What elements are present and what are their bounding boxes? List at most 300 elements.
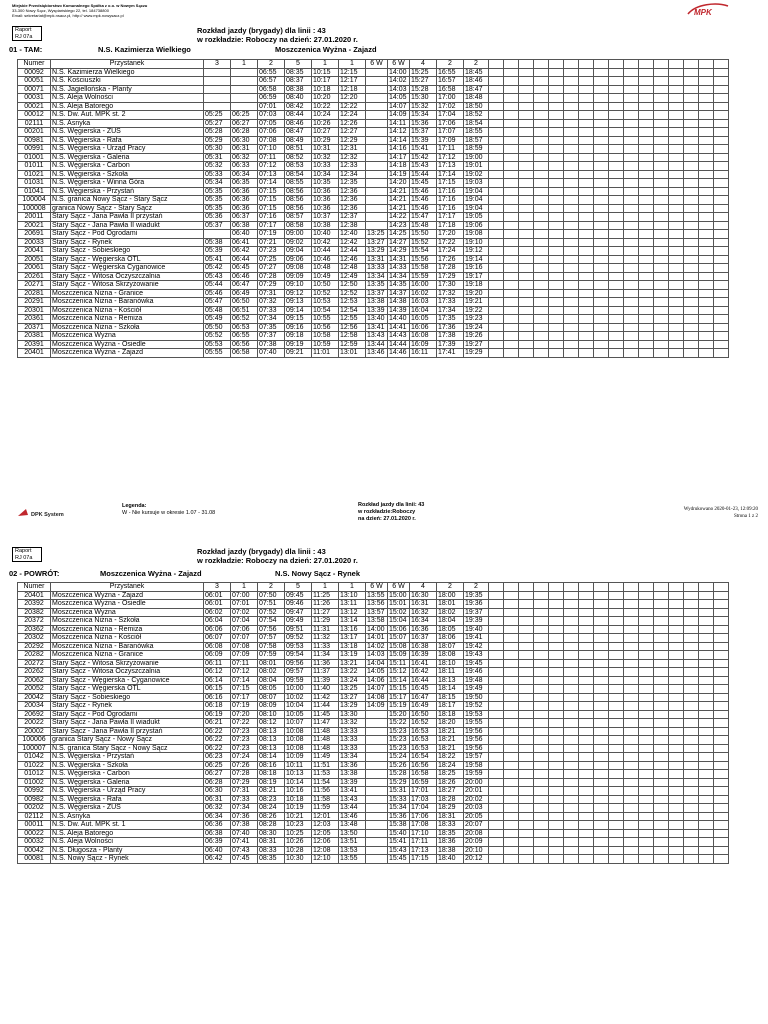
- empty-cell: [519, 600, 534, 609]
- departure-time: 15:41: [410, 145, 437, 154]
- departure-time: 06:08: [204, 642, 231, 651]
- departure-time: 14:25: [388, 230, 410, 239]
- empty-cell: [594, 128, 609, 137]
- departure-time: 12:46: [339, 255, 366, 264]
- empty-cell: [504, 812, 519, 821]
- empty-cell: [534, 710, 549, 719]
- empty-cell: [654, 651, 669, 660]
- empty-cell: [639, 761, 654, 770]
- empty-cell: [564, 778, 579, 787]
- stop-number: 100007: [18, 744, 51, 753]
- empty-cell: [639, 332, 654, 341]
- empty-cell: [684, 770, 699, 779]
- stop-number: 00022: [18, 829, 51, 838]
- empty-cell: [624, 821, 639, 830]
- empty-cell: [699, 693, 714, 702]
- departure-time: 17:28: [437, 264, 464, 273]
- departure-time: 05:47: [204, 298, 231, 307]
- empty-cell: [699, 608, 714, 617]
- departure-time: 07:29: [231, 778, 258, 787]
- departure-time: 10:25: [285, 829, 312, 838]
- departure-time: 08:51: [285, 145, 312, 154]
- empty-cell: [579, 85, 594, 94]
- table-row: [18, 812, 729, 821]
- departure-time: 10:23: [285, 821, 312, 830]
- departure-time: 10:18: [285, 795, 312, 804]
- empty-cell: [504, 829, 519, 838]
- empty-cell: [534, 736, 549, 745]
- departure-time: 18:05: [437, 625, 464, 634]
- stop-number: 20401: [18, 591, 51, 600]
- table-row: [18, 85, 729, 94]
- departure-time: 11:33: [312, 642, 339, 651]
- stop-number: 20262: [18, 668, 51, 677]
- empty-header-cell: [714, 583, 729, 592]
- stop-number: 01002: [18, 778, 51, 787]
- empty-cell: [624, 795, 639, 804]
- empty-cell: [519, 702, 534, 711]
- departure-time: 13:33: [366, 264, 388, 273]
- col-header-przystanek: Przystanek: [51, 60, 204, 69]
- empty-cell: [609, 812, 624, 821]
- departure-time: 11:34: [312, 651, 339, 660]
- table-row: [18, 651, 729, 660]
- empty-header-cell: [684, 60, 699, 69]
- empty-cell: [684, 829, 699, 838]
- empty-cell: [684, 719, 699, 728]
- stop-number: 00081: [18, 855, 51, 864]
- stop-name: Stary Sącz - Sobieskiego: [51, 247, 204, 256]
- departure-time: 11:27: [312, 608, 339, 617]
- empty-cell: [639, 85, 654, 94]
- empty-cell: [504, 744, 519, 753]
- departure-time: 13:38: [366, 298, 388, 307]
- empty-header-cell: [594, 583, 609, 592]
- empty-header-cell: [549, 60, 564, 69]
- empty-cell: [639, 651, 654, 660]
- stop-name: N.S. Węgierska - Szkoła: [51, 170, 204, 179]
- departure-time: 15:48: [410, 221, 437, 230]
- direction-from-stop: N.S. Kazimierza Wielkiego: [98, 45, 191, 54]
- departure-time: 10:31: [312, 145, 339, 154]
- empty-cell: [549, 315, 564, 324]
- empty-header-cell: [639, 583, 654, 592]
- departure-time: 19:04: [464, 187, 489, 196]
- empty-cell: [624, 264, 639, 273]
- empty-cell: [669, 804, 684, 813]
- departure-time: 13:21: [339, 659, 366, 668]
- departure-time: 06:30: [231, 136, 258, 145]
- empty-cell: [684, 128, 699, 137]
- empty-cell: [519, 264, 534, 273]
- stop-name: Moszczenica Niżna - Baranówka: [51, 298, 204, 307]
- departure-time: 07:23: [231, 744, 258, 753]
- departure-time: 11:25: [312, 591, 339, 600]
- empty-cell: [534, 247, 549, 256]
- empty-cell: [504, 591, 519, 600]
- empty-cell: [549, 651, 564, 660]
- departure-time: 05:43: [204, 272, 231, 281]
- departure-time: 06:01: [204, 600, 231, 609]
- empty-cell: [609, 281, 624, 290]
- stop-name: N.S. Długosza - Planty: [51, 846, 204, 855]
- departure-time: 17:01: [410, 787, 437, 796]
- empty-cell: [699, 651, 714, 660]
- empty-cell: [654, 264, 669, 273]
- departure-time: 17:11: [410, 838, 437, 847]
- table-row: [18, 204, 729, 213]
- empty-cell: [609, 85, 624, 94]
- empty-cell: [624, 196, 639, 205]
- empty-cell: [654, 778, 669, 787]
- empty-cell: [519, 153, 534, 162]
- empty-cell: [549, 238, 564, 247]
- empty-cell: [669, 617, 684, 626]
- departure-time: 16:47: [410, 693, 437, 702]
- stop-name: Moszczenica Niżna - Baranówka: [51, 642, 204, 651]
- departure-time: 13:44: [339, 804, 366, 813]
- stop-name: N.S. Węgierska - ZUS: [51, 804, 204, 813]
- empty-cell: [684, 162, 699, 171]
- table-row: [18, 196, 729, 205]
- stop-number: 20281: [18, 289, 51, 298]
- empty-cell: [579, 162, 594, 171]
- empty-cell: [549, 778, 564, 787]
- departure-time: 06:23: [204, 753, 231, 762]
- departure-time: 10:53: [312, 298, 339, 307]
- empty-cell: [564, 812, 579, 821]
- departure-time: 06:18: [204, 702, 231, 711]
- direction-to-stop-2: N.S. Nowy Sącz - Rynek: [275, 569, 361, 578]
- empty-cell: [519, 111, 534, 120]
- departure-time: 13:35: [366, 281, 388, 290]
- departure-time: 19:50: [464, 693, 489, 702]
- departure-time: 14:37: [388, 289, 410, 298]
- departure-time: 13:27: [339, 693, 366, 702]
- empty-cell: [699, 94, 714, 103]
- empty-cell: [504, 787, 519, 796]
- empty-cell: [609, 855, 624, 864]
- empty-cell: [684, 855, 699, 864]
- empty-cell: [714, 591, 729, 600]
- departure-time: 18:36: [437, 838, 464, 847]
- departure-time: 18:38: [437, 846, 464, 855]
- empty-cell: [639, 340, 654, 349]
- departure-time: 20:05: [464, 812, 489, 821]
- empty-cell: [504, 685, 519, 694]
- table-row: [18, 634, 729, 643]
- empty-cell: [654, 315, 669, 324]
- empty-cell: [699, 153, 714, 162]
- departure-time: 14:20: [388, 179, 410, 188]
- timetable-direction-1: [17, 59, 729, 358]
- empty-cell: [504, 298, 519, 307]
- departure-time: 15:02: [388, 608, 410, 617]
- empty-cell: [504, 77, 519, 86]
- empty-cell: [594, 846, 609, 855]
- empty-cell: [639, 272, 654, 281]
- empty-cell: [654, 128, 669, 137]
- empty-cell: [639, 702, 654, 711]
- empty-cell: [639, 693, 654, 702]
- departure-time: 13:43: [339, 795, 366, 804]
- departure-time: 16:56: [410, 761, 437, 770]
- empty-cell: [639, 255, 654, 264]
- departure-time: 17:26: [437, 255, 464, 264]
- print-info: [684, 506, 758, 520]
- empty-cell: [564, 145, 579, 154]
- departure-time: 16:54: [410, 753, 437, 762]
- departure-time: 06:27: [204, 770, 231, 779]
- empty-cell: [654, 119, 669, 128]
- empty-cell: [504, 659, 519, 668]
- empty-cell: [519, 213, 534, 222]
- table-row: [18, 659, 729, 668]
- departure-time: 15:28: [388, 770, 410, 779]
- empty-cell: [549, 838, 564, 847]
- departure-time: 19:53: [464, 710, 489, 719]
- empty-cell: [579, 625, 594, 634]
- stop-name: N.S. Węgierska - Galeria: [51, 153, 204, 162]
- empty-cell: [519, 727, 534, 736]
- departure-time: 19:02: [464, 170, 489, 179]
- empty-cell: [654, 68, 669, 77]
- empty-cell: [504, 727, 519, 736]
- departure-time: 10:20: [312, 94, 339, 103]
- departure-time: 13:55: [366, 591, 388, 600]
- empty-cell: [624, 702, 639, 711]
- stop-number: 00032: [18, 838, 51, 847]
- empty-cell: [699, 77, 714, 86]
- departure-time: 08:04: [258, 676, 285, 685]
- empty-cell: [549, 804, 564, 813]
- empty-cell: [639, 778, 654, 787]
- empty-cell: [654, 761, 669, 770]
- empty-cell: [519, 795, 534, 804]
- table-row: [18, 298, 729, 307]
- stop-name: N.S. Aleja Batorego: [51, 102, 204, 111]
- empty-cell: [534, 196, 549, 205]
- departure-time: 18:13: [437, 676, 464, 685]
- departure-time: 12:18: [339, 85, 366, 94]
- stop-name: Moszczenica Wyżna: [51, 332, 204, 341]
- direction-to-stop: Moszczenica Wyżna - Zajazd: [275, 45, 377, 54]
- departure-time: 13:32: [339, 719, 366, 728]
- empty-cell: [579, 68, 594, 77]
- stop-number: 00992: [18, 787, 51, 796]
- departure-time: 15:46: [410, 196, 437, 205]
- empty-cell: [714, 651, 729, 660]
- empty-cell: [519, 855, 534, 864]
- empty-cell: [504, 264, 519, 273]
- empty-cell: [684, 179, 699, 188]
- empty-cell: [669, 659, 684, 668]
- empty-cell: [579, 795, 594, 804]
- empty-cell: [594, 306, 609, 315]
- empty-cell: [684, 170, 699, 179]
- departure-time: 08:35: [285, 68, 312, 77]
- departure-time: 18:02: [437, 608, 464, 617]
- empty-cell: [699, 272, 714, 281]
- empty-cell: [564, 804, 579, 813]
- departure-time: 09:06: [285, 255, 312, 264]
- empty-cell: [699, 298, 714, 307]
- empty-cell: [534, 634, 549, 643]
- departure-time: 09:02: [285, 238, 312, 247]
- departure-time: 13:19: [339, 651, 366, 660]
- empty-cell: [639, 306, 654, 315]
- empty-cell: [669, 94, 684, 103]
- empty-cell: [549, 94, 564, 103]
- empty-cell: [684, 119, 699, 128]
- departure-time: 17:33: [437, 298, 464, 307]
- empty-cell: [654, 349, 669, 358]
- empty-cell: [609, 600, 624, 609]
- empty-cell: [699, 642, 714, 651]
- departure-time: 07:08: [231, 642, 258, 651]
- departure-time: 10:35: [312, 179, 339, 188]
- departure-time: 05:28: [204, 128, 231, 137]
- departure-time: 16:03: [410, 298, 437, 307]
- departure-time: 18:11: [437, 668, 464, 677]
- empty-cell: [564, 187, 579, 196]
- departure-time: 15:27: [410, 77, 437, 86]
- empty-cell: [564, 213, 579, 222]
- departure-time: 07:16: [258, 213, 285, 222]
- empty-cell: [534, 753, 549, 762]
- empty-cell: [504, 625, 519, 634]
- departure-time: 11:56: [312, 787, 339, 796]
- departure-time: 05:44: [204, 281, 231, 290]
- empty-cell: [489, 821, 504, 830]
- departure-time: 05:53: [204, 340, 231, 349]
- empty-cell: [549, 693, 564, 702]
- departure-time: 15:37: [410, 128, 437, 137]
- departure-time: 07:34: [231, 804, 258, 813]
- empty-cell: [519, 187, 534, 196]
- empty-cell: [714, 702, 729, 711]
- empty-cell: [534, 230, 549, 239]
- empty-cell: [489, 761, 504, 770]
- empty-cell: [504, 85, 519, 94]
- empty-cell: [609, 702, 624, 711]
- timetable-direction-2: [17, 582, 729, 864]
- empty-cell: [519, 281, 534, 290]
- departure-time: 10:55: [312, 315, 339, 324]
- empty-cell: [549, 145, 564, 154]
- empty-cell: [654, 617, 669, 626]
- empty-cell: [669, 838, 684, 847]
- departure-time: 10:00: [285, 685, 312, 694]
- departure-time: 10:42: [312, 238, 339, 247]
- stop-name: Stary Sącz - Rynek: [51, 702, 204, 711]
- departure-time: 06:57: [258, 77, 285, 86]
- departure-time: 06:02: [204, 608, 231, 617]
- empty-cell: [624, 68, 639, 77]
- empty-cell: [714, 340, 729, 349]
- empty-header-cell: [549, 583, 564, 592]
- departure-time: 10:50: [312, 281, 339, 290]
- empty-cell: [684, 255, 699, 264]
- table-row: [18, 170, 729, 179]
- departure-time: [204, 102, 231, 111]
- departure-time: 09:08: [285, 264, 312, 273]
- empty-cell: [714, 744, 729, 753]
- empty-cell: [579, 204, 594, 213]
- departure-time: 14:41: [388, 323, 410, 332]
- empty-cell: [609, 264, 624, 273]
- empty-cell: [609, 736, 624, 745]
- departure-time: 17:36: [437, 323, 464, 332]
- empty-cell: [519, 804, 534, 813]
- empty-cell: [639, 238, 654, 247]
- empty-cell: [669, 778, 684, 787]
- empty-cell: [579, 145, 594, 154]
- departure-time: 15:36: [388, 812, 410, 821]
- empty-cell: [669, 332, 684, 341]
- empty-cell: [519, 306, 534, 315]
- empty-cell: [669, 119, 684, 128]
- empty-cell: [579, 753, 594, 762]
- empty-cell: [519, 136, 534, 145]
- stop-number: 00042: [18, 846, 51, 855]
- departure-time: 07:32: [258, 298, 285, 307]
- stop-number: 00051: [18, 77, 51, 86]
- empty-cell: [699, 685, 714, 694]
- table-row: [18, 668, 729, 677]
- departure-time: 18:47: [464, 85, 489, 94]
- empty-cell: [579, 213, 594, 222]
- departure-time: 17:29: [437, 272, 464, 281]
- empty-cell: [699, 306, 714, 315]
- empty-cell: [699, 196, 714, 205]
- empty-cell: [714, 272, 729, 281]
- empty-cell: [699, 821, 714, 830]
- departure-time: [231, 68, 258, 77]
- empty-cell: [579, 289, 594, 298]
- empty-cell: [684, 642, 699, 651]
- empty-cell: [699, 315, 714, 324]
- departure-time: 16:37: [410, 634, 437, 643]
- departure-time: 19:03: [464, 179, 489, 188]
- empty-cell: [654, 744, 669, 753]
- empty-cell: [549, 196, 564, 205]
- empty-cell: [699, 591, 714, 600]
- empty-cell: [654, 204, 669, 213]
- departure-time: [231, 77, 258, 86]
- departure-time: [366, 145, 388, 154]
- empty-cell: [534, 153, 549, 162]
- empty-cell: [684, 676, 699, 685]
- departure-time: [366, 753, 388, 762]
- empty-header-cell: [624, 60, 639, 69]
- departure-time: 07:11: [231, 659, 258, 668]
- empty-cell: [684, 634, 699, 643]
- departure-time: 06:42: [231, 247, 258, 256]
- empty-cell: [669, 846, 684, 855]
- empty-cell: [654, 608, 669, 617]
- departure-time: 11:29: [312, 617, 339, 626]
- empty-cell: [534, 128, 549, 137]
- departure-time: 12:58: [339, 332, 366, 341]
- departure-time: [366, 170, 388, 179]
- departure-time: 14:14: [388, 136, 410, 145]
- empty-cell: [714, 145, 729, 154]
- empty-cell: [684, 213, 699, 222]
- departure-time: 15:41: [388, 838, 410, 847]
- departure-time: 13:41: [366, 323, 388, 332]
- stop-number: 20261: [18, 272, 51, 281]
